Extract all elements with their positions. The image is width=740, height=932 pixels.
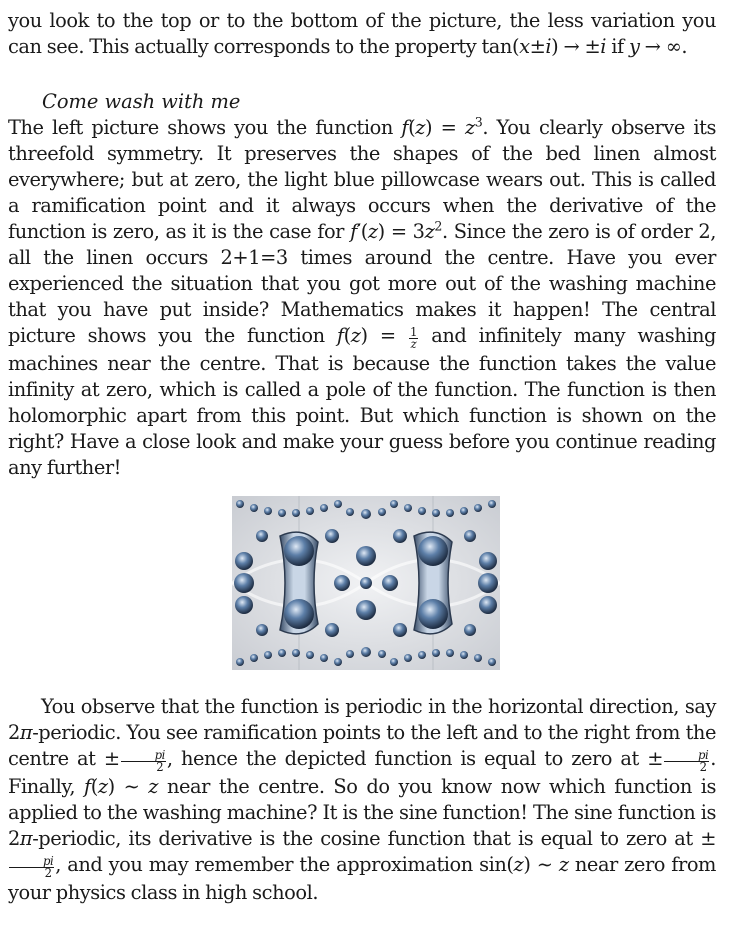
text-span: -periodic, its derivative is the cosine function that is equal to zero at ± [32, 827, 716, 851]
fraction [664, 747, 709, 775]
section-heading: Come wash with me [42, 90, 241, 113]
text-span: . Finally, [8, 747, 716, 799]
text-span: ( [408, 116, 416, 139]
math-var: i [600, 35, 607, 58]
text-span: ) = [425, 116, 465, 139]
math-var: z [97, 775, 108, 799]
text-span: ) ∼ [107, 775, 149, 799]
math-var: z [424, 220, 435, 243]
text-span: ( [343, 324, 351, 347]
text-span: can see. This actually corresponds to the property tan( [8, 35, 520, 58]
math-var: z [513, 853, 524, 877]
fraction-denominator: 2 [44, 866, 52, 881]
text-span: ( [90, 775, 98, 799]
text-span: you look to the top or to the bottom of the picture, the less variation you [8, 9, 716, 32]
text-span: and infinitely many washing machines near the centre. That is because the function takes the value infinity at zero, which is called a pole of the function. The function is then holomorphic apart from this point. But which function is shown on the right? Have a close look and make your guess before you continue reading any further! [8, 324, 716, 480]
text-span: You observe that the function is periodic in the horizontal direction, say 2 [8, 695, 716, 744]
figure-image [232, 496, 500, 670]
math-symbol: π [19, 721, 33, 744]
math-var: f [350, 220, 357, 243]
paragraph-intro [8, 8, 716, 60]
fraction [121, 747, 166, 775]
text-span: ) = 3 [377, 220, 425, 243]
math-symbol: ± [529, 35, 546, 58]
text-span: near zero from your physics class in high school. [8, 853, 716, 905]
exponent: 2 [434, 218, 442, 234]
fraction [409, 324, 418, 352]
math-var: z [558, 853, 569, 877]
text-span: ) = [360, 324, 408, 347]
math-var: z [464, 116, 475, 139]
text-span: ) → ± [551, 35, 601, 58]
math-var: z [367, 220, 378, 243]
text-span: near the centre. So do you know now which function is applied to the washing machine? It is the sine function! The sine function is 2 [8, 775, 717, 851]
math-var: f [83, 775, 91, 799]
fraction-denominator: z [410, 337, 417, 352]
math-var: y [628, 35, 640, 58]
text-span: ) ∼ [523, 853, 559, 877]
math-var: i [545, 35, 552, 58]
paragraph-come-wash [8, 115, 716, 481]
text-span: if [606, 35, 629, 58]
text-span: → ∞. [639, 35, 688, 58]
fraction-denominator: 2 [156, 760, 164, 775]
math-var: f [401, 116, 409, 139]
fraction-denominator: 2 [699, 760, 707, 775]
math-var: f [336, 324, 344, 347]
text-span: , hence the depicted function is equal to zero at ± [166, 747, 664, 770]
sine-washing-machine-figure [232, 496, 500, 670]
text-span: , and you may remember the approximation sin( [55, 853, 514, 877]
text-span: The left picture shows you the function [8, 116, 402, 139]
fraction-numerator: pi [664, 750, 709, 763]
fraction-numerator: pi [9, 856, 54, 869]
fraction [9, 853, 54, 881]
text-span: -periodic. You see ramification points to the left and to the right from the centre at ± [8, 721, 716, 770]
math-var: z [350, 324, 361, 347]
fraction-numerator: pi [121, 750, 166, 763]
paragraph-sine [8, 694, 716, 906]
text-span: . Since the zero is of order 2, all the linen occurs 2+1=3 times around the centre. Have you ever experienced the situation that you got more out of the washing machine that you have put inside? Mathematics makes it happen! The central picture shows you the function [8, 220, 716, 347]
math-var: z [148, 775, 159, 799]
math-symbol: π [19, 827, 33, 851]
fraction-numerator: 1 [410, 324, 417, 339]
math-var: x [519, 35, 530, 58]
text-span: ′( [356, 220, 368, 243]
math-var: z [415, 116, 426, 139]
exponent: 3 [474, 114, 483, 130]
text-span: . You clearly observe its threefold symmetry. It preserves the shapes of the bed linen almost everywhere; but at zero, the light blue pillowcase wears out. This is called a ramification point and it always occurs when the derivative of the function is zero, as it is the case for [8, 116, 716, 243]
